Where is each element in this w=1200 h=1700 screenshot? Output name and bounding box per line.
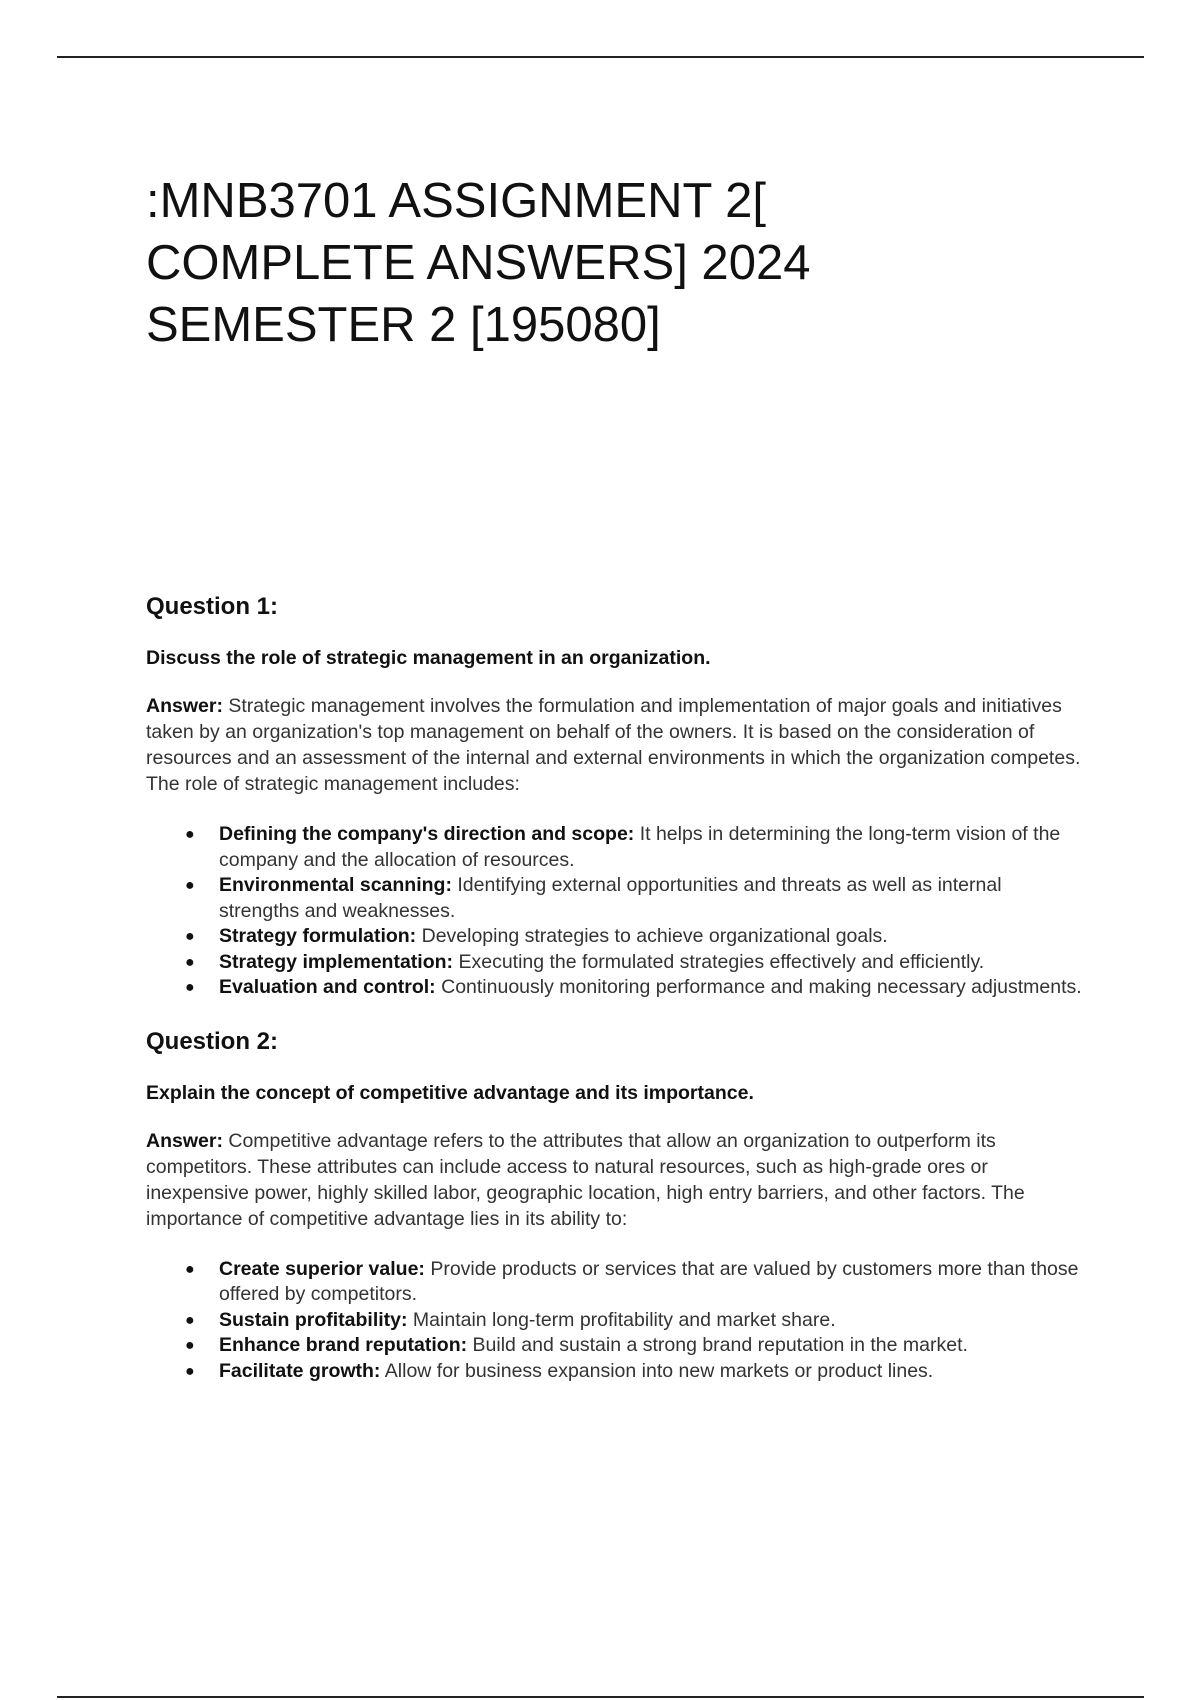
document-body: [146, 170, 1086, 1384]
list-item: [146, 950, 1086, 976]
bullet-icon: ●: [185, 1311, 195, 1329]
bullet-icon: ●: [185, 1260, 195, 1278]
bullet-text: Maintain long-term profitability and market share.: [407, 1308, 836, 1331]
bullet-term: Environmental scanning:: [219, 874, 452, 896]
bullet-text: Provide products or services that are valued by customers more than those offered by competitors.: [219, 1257, 1079, 1305]
bullet-text: Continuously monitoring performance and making necessary adjustments.: [435, 976, 1082, 998]
list-item: [146, 924, 1086, 950]
bullet-term: Enhance brand reputation:: [219, 1334, 468, 1356]
bullet-text: It helps in determining the long-term vision of the company and the allocation of resources.: [219, 823, 1061, 871]
answer-text: Competitive advantage refers to the attributes that allow an organization to outperform its competitors. These attributes can include access to natural resources, such as high-grade ores or inexpensive power, highly skilled labor, geographic location, high entry barriers, and other factors. The importance of competitive advantage lies in its ability to:: [146, 1129, 1025, 1230]
bullet-text: Allow for business expansion into new markets or product lines.: [380, 1359, 934, 1382]
list-item: [146, 975, 1086, 1001]
bullet-term: Defining the company's direction and scope:: [219, 823, 635, 845]
answer-text: Strategic management involves the formulation and implementation of major goals and initiatives taken by an organization's top management on behalf of the owners. It is based on the consideration of resources and an assessment of the internal and external environments in which the organization competes. The role of strategic management includes:: [146, 695, 1081, 795]
bullet-term: Sustain profitability:: [219, 1308, 408, 1331]
bullet-icon: ●: [185, 928, 195, 945]
bottom-rule: [57, 1696, 1144, 1698]
bullet-term: Create superior value:: [219, 1257, 425, 1280]
list-item: [146, 873, 1086, 924]
question-1-prompt: Discuss the role of strategic management in an organization.: [146, 647, 711, 669]
bullet-term: Facilitate growth:: [219, 1359, 381, 1382]
bullet-text: Developing strategies to achieve organizational goals.: [416, 925, 888, 947]
question-2-heading: Question 2:: [146, 1027, 279, 1055]
bullet-text: Identifying external opportunities and threats as well as internal strengths and weaknesses.: [219, 874, 1002, 922]
question-2-answer: [146, 1128, 1086, 1232]
list-item: [146, 1308, 1086, 1334]
bullet-icon: ●: [185, 1337, 195, 1354]
bullet-icon: ●: [185, 826, 195, 843]
bullet-term: Strategy formulation:: [219, 925, 417, 947]
bullet-icon: ●: [185, 979, 195, 996]
list-item: [146, 822, 1086, 873]
question-2-bullet-list: [146, 1257, 1086, 1385]
bullet-icon: ●: [185, 877, 195, 894]
list-item: [146, 1359, 1086, 1385]
answer-label: Answer:: [146, 695, 223, 717]
list-item: [146, 1257, 1086, 1308]
bullet-text: Build and sustain a strong brand reputation in the market.: [467, 1334, 968, 1356]
bullet-text: Executing the formulated strategies effectively and efficiently.: [453, 950, 985, 973]
document-title: :MNB3701 ASSIGNMENT 2[ COMPLETE ANSWERS] 2024 SEMESTER 2 [195080]: [146, 174, 811, 352]
bullet-term: Evaluation and control:: [219, 976, 436, 998]
question-2-prompt: Explain the concept of competitive advantage and its importance.: [146, 1081, 754, 1104]
question-1-bullet-list: [146, 822, 1086, 1001]
top-rule: [57, 56, 1144, 58]
bullet-icon: ●: [185, 1362, 195, 1380]
bullet-term: Strategy implementation:: [219, 950, 454, 973]
question-1-answer: [146, 693, 1086, 797]
list-item: [146, 1333, 1086, 1359]
question-1-heading: Question 1:: [146, 593, 279, 620]
bullet-icon: ●: [185, 953, 195, 971]
answer-label: Answer:: [146, 1129, 223, 1152]
